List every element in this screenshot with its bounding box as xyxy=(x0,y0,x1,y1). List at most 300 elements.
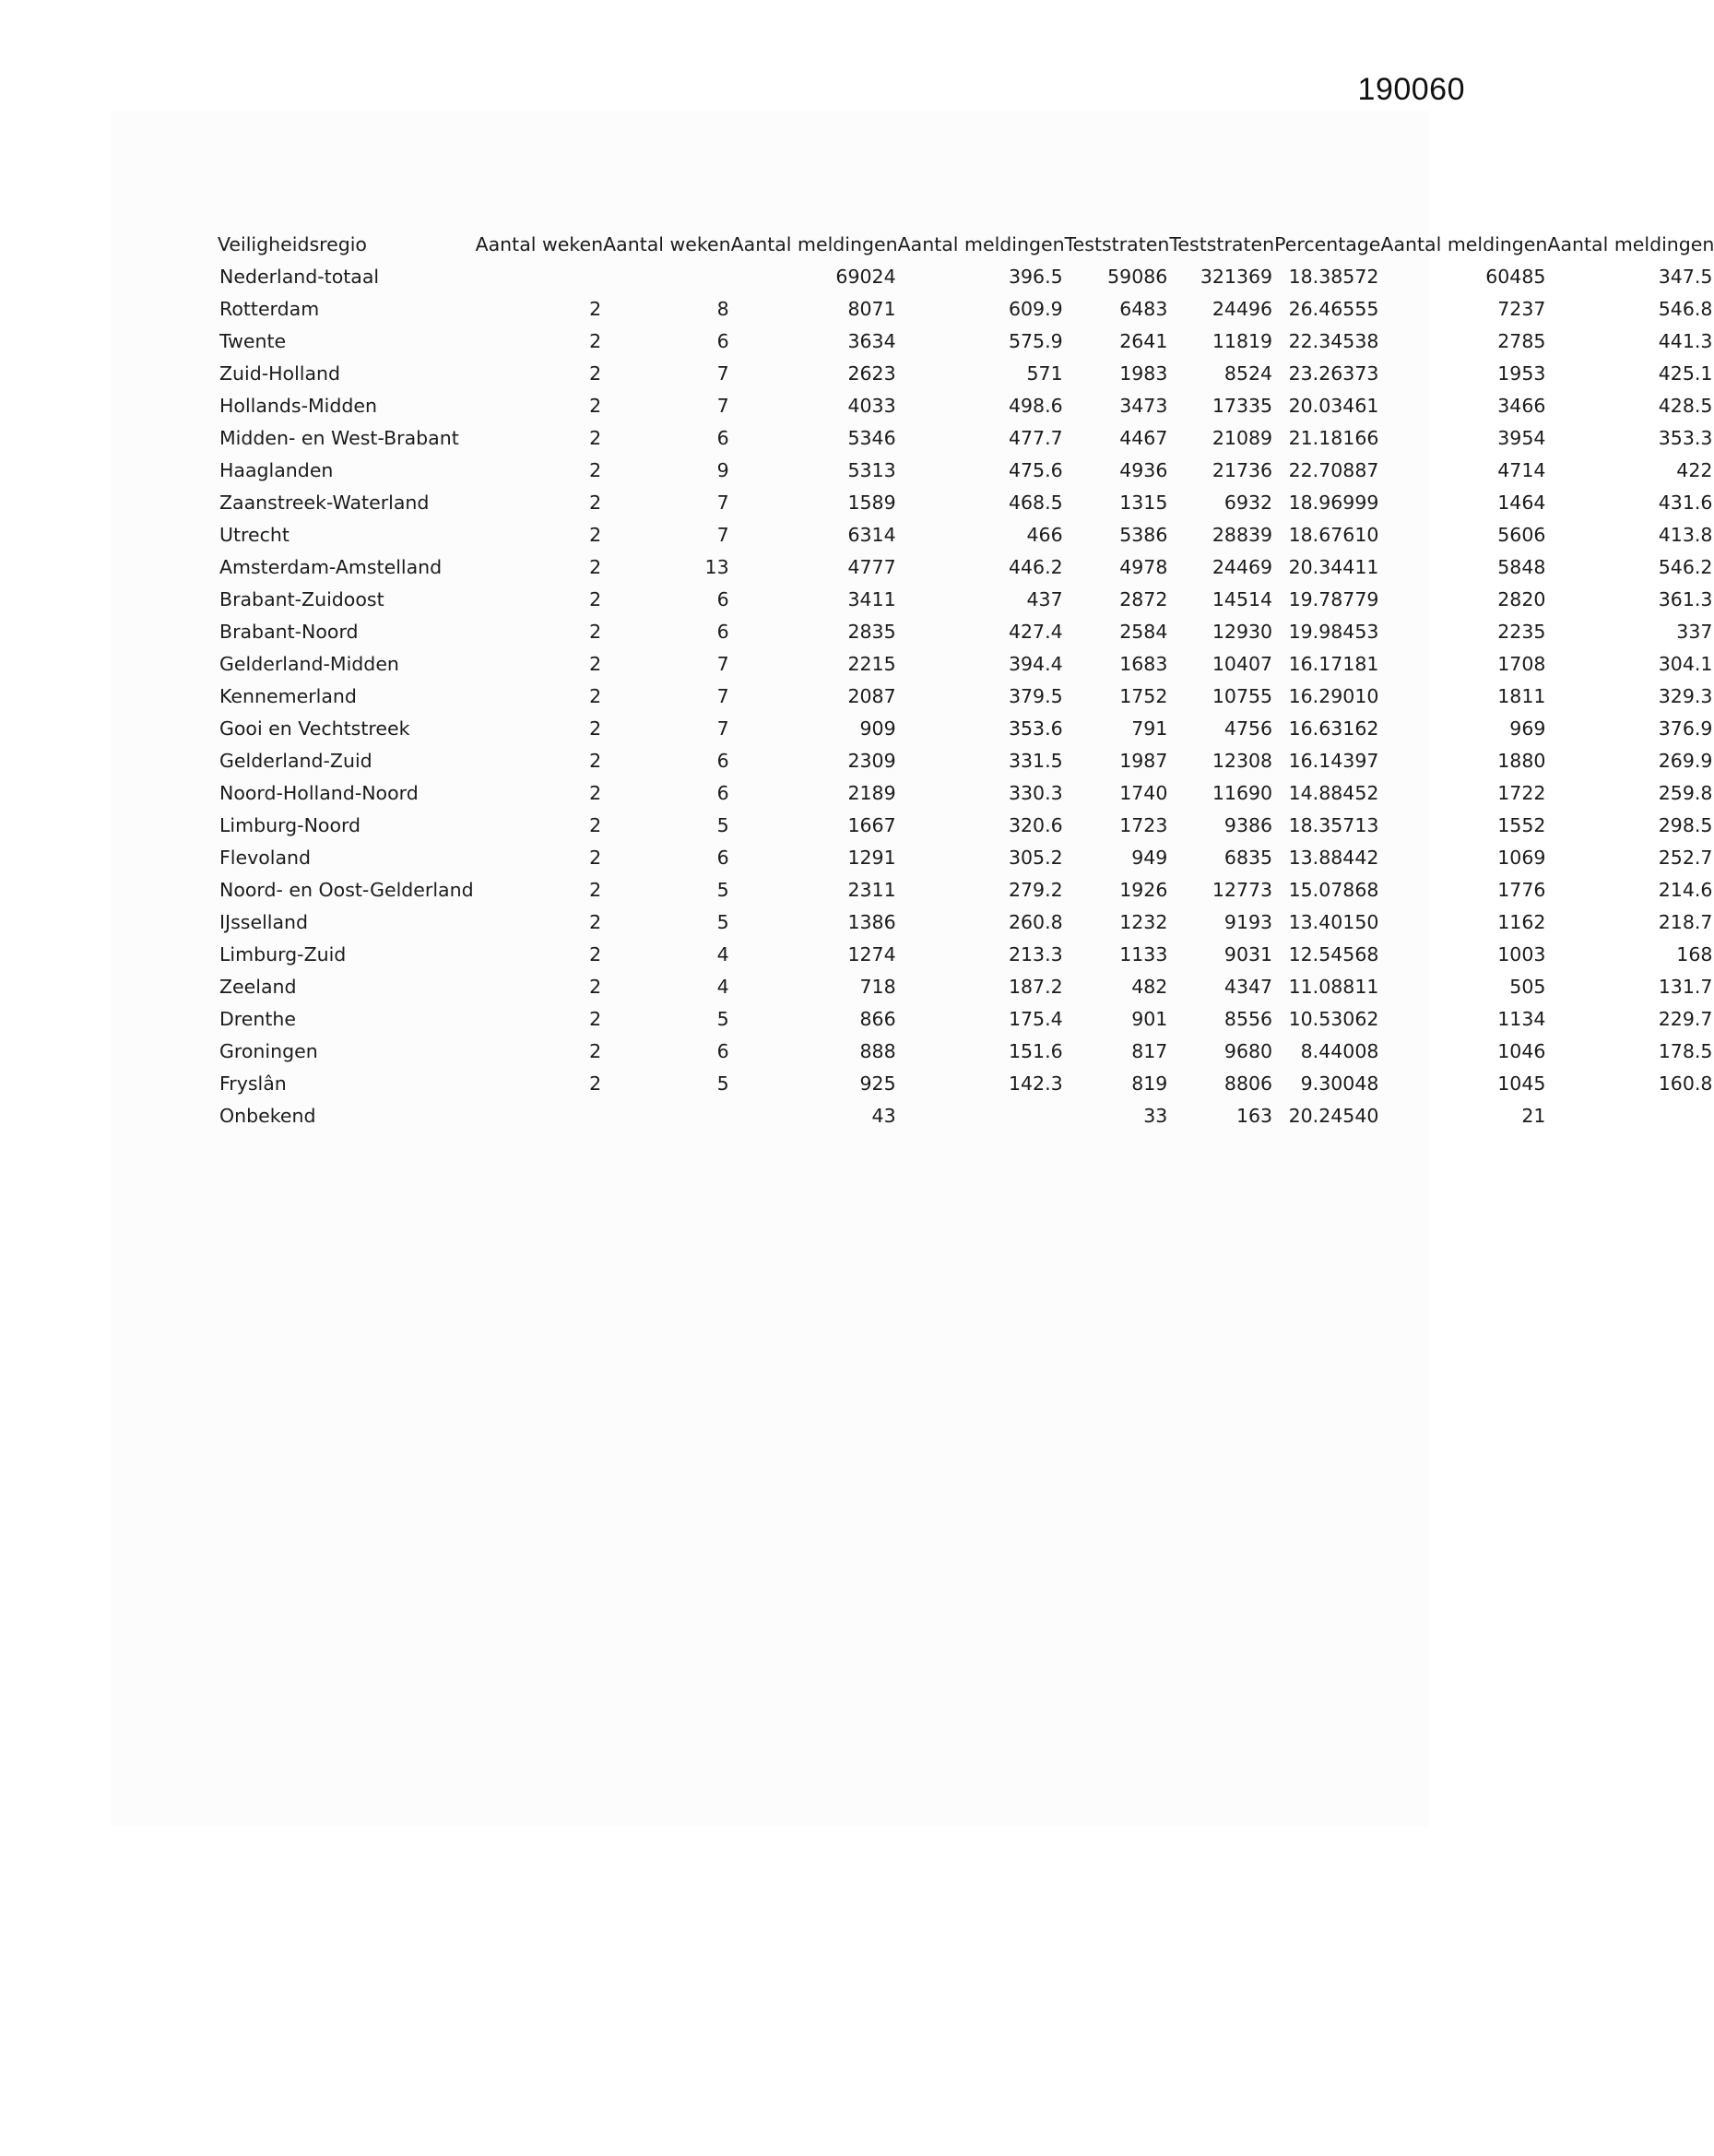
value-cell: 59086 xyxy=(1107,266,1168,288)
value-cell: 23.26373 xyxy=(1288,362,1379,385)
value-cell: 4978 xyxy=(1119,556,1168,578)
value-cell: 1386 xyxy=(847,911,896,933)
value-cell: 2 xyxy=(589,814,602,836)
value-cell: 4 xyxy=(716,943,729,965)
value-cell: 22.70887 xyxy=(1288,459,1379,481)
region-cell: Brabant-Zuidoost xyxy=(219,588,384,610)
value-cell: 4777 xyxy=(847,556,896,578)
value-cell: 3466 xyxy=(1497,395,1546,417)
value-cell: 21 xyxy=(1521,1105,1546,1127)
value-cell: 13 xyxy=(704,556,729,578)
region-cell: Groningen xyxy=(219,1040,318,1062)
region-cell: Amsterdam-Amstelland xyxy=(219,556,443,578)
value-cell: 213.3 xyxy=(1008,943,1063,965)
value-cell: 353.3 xyxy=(1658,427,1713,449)
table-row xyxy=(218,584,1714,616)
value-cell: 6835 xyxy=(1223,847,1273,869)
value-cell: 1315 xyxy=(1119,492,1168,514)
value-cell: 441.3 xyxy=(1658,330,1713,352)
value-cell: 477.7 xyxy=(1008,427,1063,449)
value-cell: 498.6 xyxy=(1008,395,1063,417)
value-cell: 3411 xyxy=(847,588,896,610)
value-cell: 229.7 xyxy=(1658,1008,1713,1030)
value-cell: 6 xyxy=(716,750,729,772)
table-row xyxy=(218,874,1714,906)
value-cell: 9193 xyxy=(1223,911,1273,933)
value-cell: 16.29010 xyxy=(1288,685,1379,707)
value-cell: 321369 xyxy=(1200,266,1273,288)
value-cell: 817 xyxy=(1131,1040,1168,1062)
value-cell: 394.4 xyxy=(1008,653,1063,675)
region-cell: Noord-Holland-Noord xyxy=(219,782,419,804)
table-header xyxy=(218,229,1714,261)
value-cell: 571 xyxy=(1026,362,1063,385)
value-cell: 546.8 xyxy=(1658,298,1713,320)
value-cell: 7 xyxy=(716,717,729,740)
table-row xyxy=(218,358,1714,390)
region-cell: Limburg-Zuid xyxy=(219,943,347,965)
table-row xyxy=(218,810,1714,842)
region-cell: Zuid-Holland xyxy=(219,362,341,385)
value-cell: 16.14397 xyxy=(1288,750,1379,772)
value-cell: 2 xyxy=(589,911,602,933)
value-cell: 7 xyxy=(716,362,729,385)
value-cell: 2 xyxy=(589,621,602,643)
value-cell: 9.30048 xyxy=(1300,1072,1379,1095)
value-cell: 9031 xyxy=(1223,943,1273,965)
data-table xyxy=(218,229,1714,1132)
column-header: Percentage xyxy=(1274,233,1381,255)
value-cell: 2 xyxy=(589,556,602,578)
value-cell: 131.7 xyxy=(1658,976,1713,998)
value-cell: 21736 xyxy=(1212,459,1273,481)
table-row xyxy=(218,1068,1714,1100)
value-cell: 178.5 xyxy=(1658,1040,1713,1062)
value-cell: 413.8 xyxy=(1658,524,1713,546)
value-cell: 575.9 xyxy=(1008,330,1063,352)
value-cell: 6 xyxy=(716,1040,729,1062)
region-cell: Fryslân xyxy=(219,1072,287,1095)
value-cell: 6 xyxy=(716,782,729,804)
column-header: Aantal meldingen xyxy=(897,233,1065,255)
value-cell: 1003 xyxy=(1497,943,1546,965)
region-cell: Kennemerland xyxy=(219,685,357,707)
value-cell: 1291 xyxy=(847,847,896,869)
value-cell: 60485 xyxy=(1485,266,1546,288)
value-cell: 5 xyxy=(716,1072,729,1095)
value-cell: 5 xyxy=(716,911,729,933)
value-cell: 609.9 xyxy=(1008,298,1063,320)
value-cell: 2 xyxy=(589,685,602,707)
value-cell: 5 xyxy=(716,814,729,836)
value-cell: 2 xyxy=(589,492,602,514)
value-cell: 19.98453 xyxy=(1288,621,1379,643)
value-cell xyxy=(476,261,604,293)
value-cell: 5606 xyxy=(1497,524,1546,546)
value-cell: 4 xyxy=(716,976,729,998)
value-cell: 8071 xyxy=(847,298,896,320)
value-cell: 2 xyxy=(589,1040,602,1062)
value-cell: 33 xyxy=(1143,1105,1168,1127)
table-row xyxy=(218,777,1714,810)
table-row xyxy=(218,326,1714,358)
value-cell: 1723 xyxy=(1119,814,1168,836)
value-cell: 6 xyxy=(716,427,729,449)
value-cell: 330.3 xyxy=(1008,782,1063,804)
value-cell: 5 xyxy=(716,879,729,901)
value-cell: 2835 xyxy=(847,621,896,643)
value-cell: 3954 xyxy=(1497,427,1546,449)
table-row xyxy=(218,681,1714,713)
value-cell: 259.8 xyxy=(1658,782,1713,804)
table-row xyxy=(218,616,1714,648)
value-cell: 7 xyxy=(716,653,729,675)
value-cell: 7 xyxy=(716,685,729,707)
value-cell: 2641 xyxy=(1119,330,1168,352)
value-cell: 16.17181 xyxy=(1288,653,1379,675)
value-cell: 14514 xyxy=(1212,588,1273,610)
value-cell: 546.2 xyxy=(1658,556,1713,578)
value-cell xyxy=(603,261,731,293)
table-row xyxy=(218,842,1714,874)
value-cell: 21089 xyxy=(1212,427,1273,449)
value-cell: 5313 xyxy=(847,459,896,481)
value-cell: 2215 xyxy=(847,653,896,675)
value-cell: 18.35713 xyxy=(1288,814,1379,836)
value-cell: 4467 xyxy=(1119,427,1168,449)
value-cell: 2 xyxy=(589,717,602,740)
region-cell: Drenthe xyxy=(219,1008,297,1030)
value-cell: 1811 xyxy=(1497,685,1546,707)
table-row xyxy=(218,261,1714,293)
value-cell: 2 xyxy=(589,427,602,449)
region-cell: Onbekend xyxy=(219,1105,316,1127)
value-cell: 4033 xyxy=(847,395,896,417)
value-cell: 446.2 xyxy=(1008,556,1063,578)
value-cell: 22.34538 xyxy=(1288,330,1379,352)
value-cell: 9 xyxy=(716,459,729,481)
region-cell: Utrecht xyxy=(219,524,290,546)
value-cell: 969 xyxy=(1509,717,1546,740)
value-cell: 4347 xyxy=(1223,976,1273,998)
value-cell: 1589 xyxy=(847,492,896,514)
region-cell: Zaanstreek-Waterland xyxy=(219,492,430,514)
value-cell xyxy=(476,1100,604,1132)
value-cell: 353.6 xyxy=(1008,717,1063,740)
value-cell: 1552 xyxy=(1497,814,1546,836)
column-header: Aantal meldingen xyxy=(730,233,898,255)
value-cell: 2 xyxy=(589,524,602,546)
value-cell: 142.3 xyxy=(1008,1072,1063,1095)
value-cell: 1133 xyxy=(1119,943,1168,965)
value-cell: 9680 xyxy=(1223,1040,1273,1062)
value-cell: 925 xyxy=(859,1072,896,1095)
value-cell: 1708 xyxy=(1497,653,1546,675)
value-cell: 888 xyxy=(859,1040,896,1062)
value-cell: 376.9 xyxy=(1658,717,1713,740)
column-header: Teststraten xyxy=(1064,233,1170,255)
value-cell: 10755 xyxy=(1212,685,1273,707)
value-cell: 16.63162 xyxy=(1288,717,1379,740)
value-cell: 2 xyxy=(589,750,602,772)
value-cell: 396.5 xyxy=(1008,266,1063,288)
value-cell: 1953 xyxy=(1497,362,1546,385)
value-cell: 347.5 xyxy=(1658,266,1713,288)
value-cell: 1987 xyxy=(1119,750,1168,772)
value-cell: 6483 xyxy=(1119,298,1168,320)
value-cell: 1464 xyxy=(1497,492,1546,514)
value-cell: 1740 xyxy=(1119,782,1168,804)
region-cell: Nederland-totaal xyxy=(219,266,380,288)
table-row xyxy=(218,745,1714,777)
value-cell: 12308 xyxy=(1212,750,1273,772)
region-cell: Flevoland xyxy=(219,847,312,869)
column-header: Aantal meldingen xyxy=(1547,233,1714,255)
value-cell: 1722 xyxy=(1497,782,1546,804)
value-cell: 7 xyxy=(716,395,729,417)
table-row xyxy=(218,487,1714,519)
value-cell: 475.6 xyxy=(1008,459,1063,481)
value-cell: 2623 xyxy=(847,362,896,385)
value-cell: 1683 xyxy=(1119,653,1168,675)
value-cell: 13.40150 xyxy=(1288,911,1379,933)
value-cell: 6314 xyxy=(847,524,896,546)
value-cell: 2 xyxy=(589,298,602,320)
value-cell: 5848 xyxy=(1497,556,1546,578)
value-cell: 1752 xyxy=(1119,685,1168,707)
value-cell: 909 xyxy=(859,717,896,740)
value-cell: 12.54568 xyxy=(1288,943,1379,965)
value-cell: 20.34411 xyxy=(1288,556,1379,578)
table-row xyxy=(218,390,1714,422)
value-cell: 2872 xyxy=(1119,588,1168,610)
value-cell: 3473 xyxy=(1119,395,1168,417)
value-cell: 379.5 xyxy=(1008,685,1063,707)
value-cell: 305.2 xyxy=(1008,847,1063,869)
value-cell: 2189 xyxy=(847,782,896,804)
value-cell: 260.8 xyxy=(1008,911,1063,933)
table-row xyxy=(218,551,1714,584)
region-cell: Noord- en Oost-Gelderland xyxy=(219,879,474,901)
value-cell: 468.5 xyxy=(1008,492,1063,514)
table-row xyxy=(218,648,1714,681)
document-number: 190060 xyxy=(1357,72,1465,107)
table-body xyxy=(218,261,1714,1132)
value-cell: 12930 xyxy=(1212,621,1273,643)
value-cell: 26.46555 xyxy=(1288,298,1379,320)
value-cell: 2 xyxy=(589,976,602,998)
value-cell: 2 xyxy=(589,943,602,965)
region-cell: IJsselland xyxy=(219,911,309,933)
value-cell: 5 xyxy=(716,1008,729,1030)
value-cell: 2820 xyxy=(1497,588,1546,610)
value-cell: 331.5 xyxy=(1008,750,1063,772)
value-cell: 2584 xyxy=(1119,621,1168,643)
region-cell: Brabant-Noord xyxy=(219,621,359,643)
table-row xyxy=(218,293,1714,326)
value-cell: 4936 xyxy=(1119,459,1168,481)
value-cell: 18.67610 xyxy=(1288,524,1379,546)
value-cell: 13.88442 xyxy=(1288,847,1379,869)
value-cell: 11690 xyxy=(1212,782,1273,804)
table-row xyxy=(218,1003,1714,1036)
value-cell: 2309 xyxy=(847,750,896,772)
value-cell: 2 xyxy=(589,1008,602,1030)
region-cell: Gelderland-Midden xyxy=(219,653,399,675)
value-cell: 6 xyxy=(716,847,729,869)
region-cell: Haaglanden xyxy=(219,459,334,481)
table-row xyxy=(218,455,1714,487)
value-cell: 151.6 xyxy=(1008,1040,1063,1062)
value-cell: 43 xyxy=(871,1105,896,1127)
region-cell: Twente xyxy=(219,330,287,352)
column-header: Aantal weken xyxy=(603,233,731,255)
value-cell: 337 xyxy=(1676,621,1713,643)
table-row xyxy=(218,713,1714,745)
value-cell: 12773 xyxy=(1212,879,1273,901)
value-cell: 6 xyxy=(716,588,729,610)
value-cell: 15.07868 xyxy=(1288,879,1379,901)
value-cell: 1776 xyxy=(1497,879,1546,901)
value-cell: 2 xyxy=(589,653,602,675)
value-cell: 1880 xyxy=(1497,750,1546,772)
value-cell: 11.08811 xyxy=(1288,976,1379,998)
value-cell: 11819 xyxy=(1212,330,1273,352)
value-cell: 425.1 xyxy=(1658,362,1713,385)
value-cell: 8556 xyxy=(1223,1008,1273,1030)
value-cell: 4714 xyxy=(1497,459,1546,481)
value-cell: 175.4 xyxy=(1008,1008,1063,1030)
value-cell: 187.2 xyxy=(1008,976,1063,998)
value-cell: 279.2 xyxy=(1008,879,1063,901)
value-cell: 2087 xyxy=(847,685,896,707)
value-cell: 7 xyxy=(716,524,729,546)
value-cell: 1162 xyxy=(1497,911,1546,933)
value-cell: 20.03461 xyxy=(1288,395,1379,417)
value-cell: 28839 xyxy=(1212,524,1273,546)
value-cell: 791 xyxy=(1131,717,1168,740)
value-cell: 718 xyxy=(859,976,896,998)
value-cell: 2 xyxy=(589,330,602,352)
value-cell: 2 xyxy=(589,362,602,385)
table-row xyxy=(218,906,1714,939)
value-cell: 21.18166 xyxy=(1288,427,1379,449)
value-cell: 2311 xyxy=(847,879,896,901)
value-cell: 24496 xyxy=(1212,298,1273,320)
value-cell: 9386 xyxy=(1223,814,1273,836)
table-row xyxy=(218,971,1714,1003)
value-cell: 505 xyxy=(1509,976,1546,998)
value-cell: 422 xyxy=(1676,459,1713,481)
value-cell: 10.53062 xyxy=(1288,1008,1379,1030)
value-cell: 2 xyxy=(589,1072,602,1095)
value-cell: 8524 xyxy=(1223,362,1273,385)
value-cell: 361.3 xyxy=(1658,588,1713,610)
value-cell: 14.88452 xyxy=(1288,782,1379,804)
value-cell: 1926 xyxy=(1119,879,1168,901)
table-row xyxy=(218,1100,1714,1132)
region-cell: Rotterdam xyxy=(219,298,320,320)
value-cell: 163 xyxy=(1235,1105,1273,1127)
value-cell: 160.8 xyxy=(1658,1072,1713,1095)
value-cell: 298.5 xyxy=(1658,814,1713,836)
value-cell: 320.6 xyxy=(1008,814,1063,836)
value-cell: 6 xyxy=(716,330,729,352)
value-cell: 2235 xyxy=(1497,621,1546,643)
table-row xyxy=(218,422,1714,455)
value-cell: 4756 xyxy=(1223,717,1273,740)
region-cell: Midden- en West-Brabant xyxy=(219,427,459,449)
value-cell: 10407 xyxy=(1212,653,1273,675)
value-cell: 5346 xyxy=(847,427,896,449)
value-cell: 1134 xyxy=(1497,1008,1546,1030)
value-cell: 304.1 xyxy=(1658,653,1713,675)
region-cell: Limburg-Noord xyxy=(219,814,361,836)
value-cell: 218.7 xyxy=(1658,911,1713,933)
value-cell: 24469 xyxy=(1212,556,1273,578)
value-cell: 214.6 xyxy=(1658,879,1713,901)
value-cell: 2 xyxy=(589,782,602,804)
value-cell: 1069 xyxy=(1497,847,1546,869)
value-cell: 866 xyxy=(859,1008,896,1030)
value-cell: 5386 xyxy=(1119,524,1168,546)
column-header: Teststraten xyxy=(1169,233,1275,255)
value-cell: 1232 xyxy=(1119,911,1168,933)
value-cell: 482 xyxy=(1131,976,1168,998)
value-cell: 1274 xyxy=(847,943,896,965)
value-cell: 431.6 xyxy=(1658,492,1713,514)
value-cell: 329.3 xyxy=(1658,685,1713,707)
value-cell: 427.4 xyxy=(1008,621,1063,643)
value-cell xyxy=(603,1100,731,1132)
region-cell: Gooi en Vechtstreek xyxy=(219,717,410,740)
value-cell: 1983 xyxy=(1119,362,1168,385)
region-cell: Gelderland-Zuid xyxy=(219,750,372,772)
value-cell: 19.78779 xyxy=(1288,588,1379,610)
column-header: Veiligheidsregio xyxy=(218,233,367,255)
value-cell xyxy=(1547,1100,1714,1132)
value-cell: 8 xyxy=(716,298,729,320)
value-cell: 8.44008 xyxy=(1300,1040,1379,1062)
value-cell: 269.9 xyxy=(1658,750,1713,772)
value-cell: 20.24540 xyxy=(1288,1105,1379,1127)
value-cell: 7237 xyxy=(1497,298,1546,320)
value-cell: 1045 xyxy=(1497,1072,1546,1095)
value-cell xyxy=(898,1100,1065,1132)
value-cell: 252.7 xyxy=(1658,847,1713,869)
value-cell: 437 xyxy=(1026,588,1063,610)
region-cell: Zeeland xyxy=(219,976,297,998)
value-cell: 7 xyxy=(716,492,729,514)
value-cell: 2 xyxy=(589,588,602,610)
value-cell: 466 xyxy=(1026,524,1063,546)
value-cell: 17335 xyxy=(1212,395,1273,417)
value-cell: 428.5 xyxy=(1658,395,1713,417)
table-row xyxy=(218,939,1714,971)
value-cell: 18.38572 xyxy=(1288,266,1379,288)
value-cell: 168 xyxy=(1676,943,1713,965)
value-cell: 901 xyxy=(1131,1008,1168,1030)
column-header: Aantal weken xyxy=(475,233,604,255)
value-cell: 1667 xyxy=(847,814,896,836)
value-cell: 3634 xyxy=(847,330,896,352)
table-row xyxy=(218,1036,1714,1068)
column-header: Aantal meldingen xyxy=(1380,233,1548,255)
region-cell: Hollands-Midden xyxy=(219,395,378,417)
value-cell: 2 xyxy=(589,395,602,417)
value-cell: 69024 xyxy=(835,266,896,288)
value-cell: 6932 xyxy=(1223,492,1273,514)
